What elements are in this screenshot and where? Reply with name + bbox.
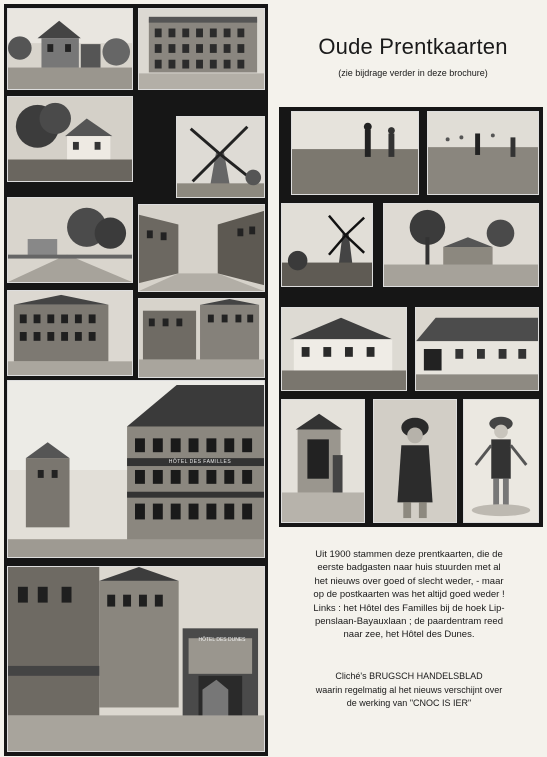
article-line: op de postkaarten was het altijd goed weder !: [313, 589, 505, 601]
article-line: het nieuws over goed of slecht weder, - maar: [314, 575, 504, 587]
postcard-bathing-cabin: [281, 399, 365, 523]
article-line: Links : het Hôtel des Familles bij de hoek Lip-: [313, 602, 505, 614]
left-photo-panel: [4, 4, 268, 756]
article-line: penslaan-Bayauxlaan ; de paardentram reed: [314, 616, 503, 628]
postcard-country-road: [7, 197, 133, 283]
article-text: [286, 548, 532, 642]
page-subtitle: (zie bijdrage verder in deze brochure): [338, 68, 488, 78]
article-line: Uit 1900 stammen deze prentkaarten, die de: [315, 549, 503, 560]
postcard-estaminet: [281, 307, 407, 391]
article-line: eerste badgasten naar huis stuurden met al: [317, 562, 501, 574]
postcard-zoute-trees: [383, 203, 539, 287]
credit-line: Cliché's BRUGSCH HANDELSBLAD: [335, 671, 483, 681]
hotel-sign: HÔTEL DES FAMILLES: [168, 459, 232, 465]
postcard-farmhouse: [415, 307, 539, 391]
postcard-bathing-lady-1: [373, 399, 457, 523]
postcard-golf-2: [427, 111, 539, 195]
postcard-shops-street: [138, 298, 265, 378]
postcard-windmill-2: [281, 203, 373, 287]
credit-line: waarin regelmatig al het nieuws verschijnt over: [315, 684, 503, 695]
tram-sign: HÔTEL DES DUNES: [198, 637, 246, 643]
photo-credit: [286, 670, 532, 711]
postcard-villa: [7, 8, 133, 90]
postcard-hotel-street: [138, 8, 265, 90]
postcard-village-street: [138, 204, 265, 292]
page-title: Oude Prentkaarten: [318, 34, 508, 59]
postcard-golf-1: [291, 111, 419, 195]
postcard-hotel-des-familles: [7, 380, 265, 558]
postcard-farm: [7, 96, 133, 182]
postcard-bathing-lady-2: [463, 399, 539, 523]
right-photo-panel: [279, 107, 543, 527]
article-line: naar zee, het Hôtel des Dunes.: [343, 629, 475, 641]
postcard-windmill: [176, 116, 265, 198]
credit-line: de werking van "CNOC IS IER": [346, 698, 472, 708]
postcard-horse-tram: [7, 566, 265, 752]
postcard-hotel-block: [7, 290, 133, 376]
